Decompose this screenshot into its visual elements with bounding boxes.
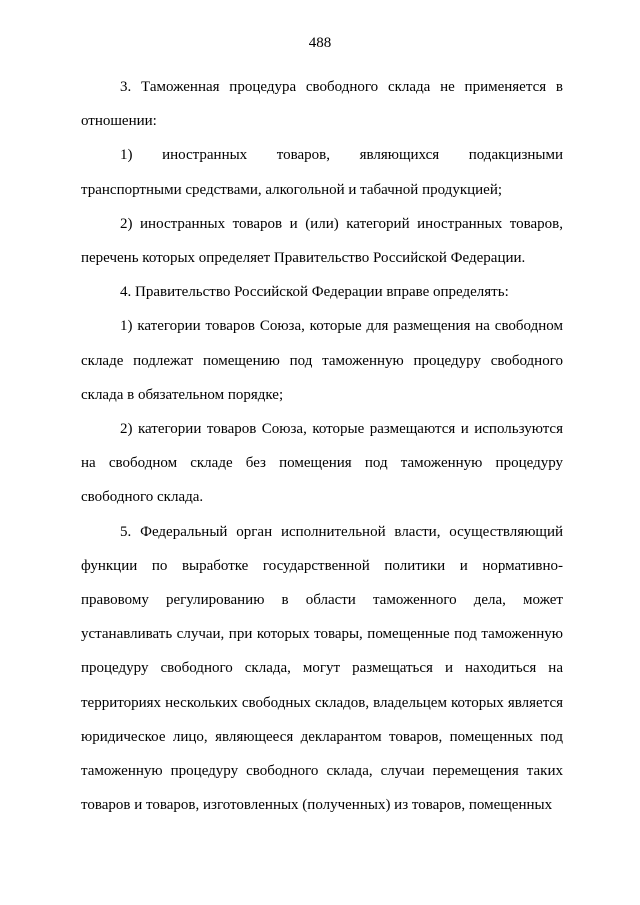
paragraph-3: 3. Таможенная процедура свободного склада не применяется в отношении: bbox=[81, 79, 563, 130]
paragraph-4-item-2: 2) категории товаров Союза, которые размещаются и используются на свободном складе без помещения под таможенную процедуру свободного склада. bbox=[81, 421, 563, 506]
paragraph-3-item-2: 2) иностранных товаров и (или) категорий иностранных товаров, перечень которых определяет Правительство Российской Федерации. bbox=[81, 215, 563, 267]
paragraph-5: 5. Федеральный орган исполнительной власти, осуществляющий функции по выработке государственной политики и нормативно-правовому регулированию в области таможенного дела, может устанавливать случаи, при которых товары, помещенные под таможенную процедуру свободного склада, могут размещаться и находиться на территориях нескольких свободных складов, владельцем которых является юридическое лицо, являющееся декларантом товаров, помещенных под таможенную процедуру свободного склада, случаи перемещения таких товаров и товаров, изготовленных (полученных) из товаров, помещенных bbox=[81, 523, 563, 814]
paragraph-3-item-1: 1) иностранных товаров, являющихся подакцизными транспортными средствами, алкогольной и табачной продукцией; bbox=[81, 147, 563, 198]
document-body bbox=[81, 70, 563, 822]
paragraph-4: 4. Правительство Российской Федерации вправе определять: bbox=[120, 284, 509, 301]
page-number: 488 bbox=[308, 35, 332, 51]
paragraph-4-item-1: 1) категории товаров Союза, которые для размещения на свободном складе подлежат помещению под таможенную процедуру свободного склада в обязательном порядке; bbox=[81, 318, 563, 403]
